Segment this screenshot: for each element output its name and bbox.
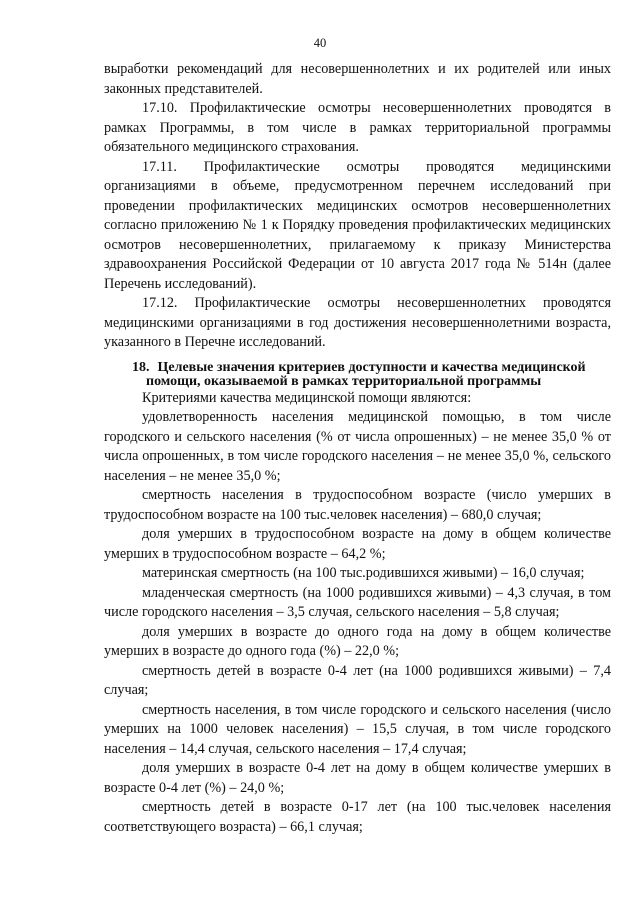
- paragraph: Критериями качества медицинской помощи являются:: [142, 389, 472, 406]
- section-number: 18.: [132, 359, 150, 375]
- section-title: Целевые значения критериев доступности и качества медицинской помощи, оказываемой в рамках территориальной программы: [146, 359, 586, 389]
- paragraph: 17.12. Профилактические осмотры несовершеннолетних проводятся медицинскими организациями в год достижения несовершеннолетними возраста, указанного в Перечне исследований.: [104, 295, 611, 350]
- paragraph: материнская смертность (на 100 тыс.родившихся живыми) – 16,0 случая;: [142, 565, 585, 581]
- paragraph: смертность населения в трудоспособном возрасте (число умерших в трудоспособном возрасте на 100 тыс.человек населения) – 680,0 случая;: [104, 487, 611, 523]
- paragraph: смертность детей в возрасте 0-4 лет (на 1000 родившихся живыми) – 7,4 случая;: [104, 662, 611, 698]
- section-heading: [104, 361, 611, 389]
- document-body: [104, 60, 611, 837]
- paragraph: 17.10. Профилактические осмотры несовершеннолетних проводятся в рамках Программы, в том числе в рамках территориальной программы обязательного медицинского страхования.: [104, 100, 611, 155]
- paragraph: младенческая смертность (на 1000 родившихся живыми) – 4,3 случая, в том числе городского населения – 3,5 случая, сельского населения – 5,8 случая;: [104, 584, 611, 620]
- paragraph: смертность детей в возрасте 0-17 лет (на 100 тыс.человек населения соответствующего возраста) – 66,1 случая;: [104, 799, 611, 835]
- paragraph: 17.11. Профилактические осмотры проводятся медицинскими организациями в объеме, предусмотренном перечнем исследований при проведении профилактических медицинских осмотров несовершеннолетних согласно приложению № 1 к Порядку проведения профилактических медицинских осмотров несовершеннолетних, прилагаемому к приказу Министерства здравоохранения Российской Федерации от 10 августа 2017 года № 514н (далее Перечень исследований).: [104, 158, 611, 292]
- paragraph: смертность населения, в том числе городского и сельского населения (число умерших на 1000 человек населения) – 15,5 случая, в том числе городского населения – 14,4 случая, сельского населения – 17,4 случая;: [104, 701, 611, 757]
- paragraph: выработки рекомендаций для несовершеннолетних и их родителей или иных законных представителей.: [104, 61, 611, 97]
- paragraph: доля умерших в возрасте до одного года на дому в общем количестве умерших в возрасте до одного года (%) – 22,0 %;: [104, 623, 611, 659]
- paragraph: доля умерших в трудоспособном возрасте на дому в общем количестве умерших в трудоспособном возрасте – 64,2 %;: [104, 526, 611, 562]
- paragraph: доля умерших в возрасте 0-4 лет на дому в общем количестве умерших в возрасте 0-4 лет (%) – 24,0 %;: [104, 760, 611, 796]
- paragraph: удовлетворенность населения медицинской помощью, в том числе городского и сельского населения (% от числа опрошенных) – не менее 35,0 % от числа опрошенных, в том числе городского населения – не менее 35,0 %, сельского населения – не менее 35,0 %;: [104, 409, 611, 484]
- page-number: 40: [313, 36, 327, 50]
